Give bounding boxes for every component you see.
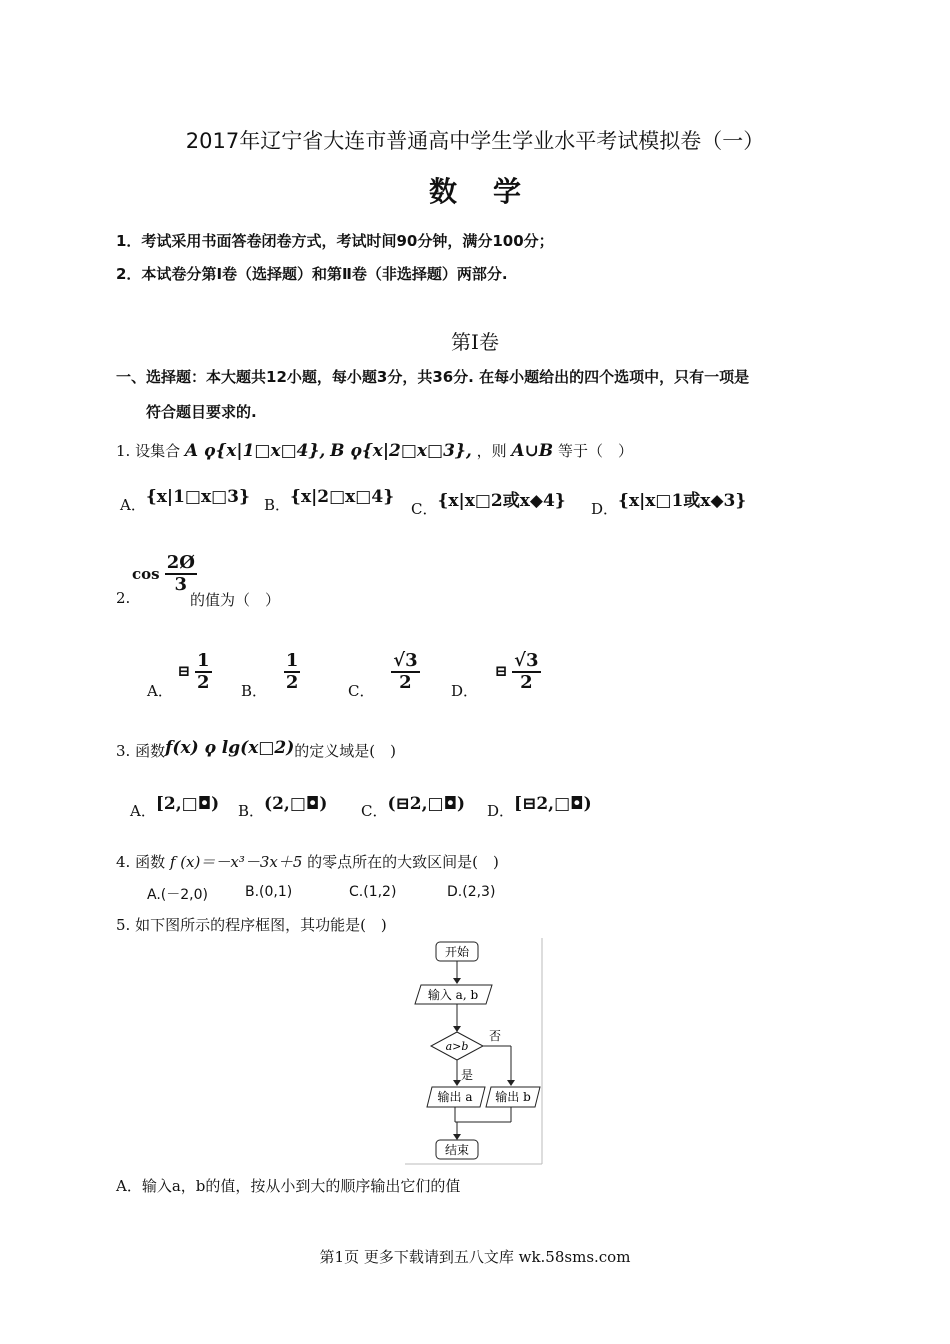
q3-option-d[interactable]: D．[⊟2,□◘) (487, 794, 592, 820)
q1-expression: A∪B (511, 441, 554, 461)
exam-note-1: 1．考试采用书面答卷闭卷方式，考试时间90分钟，满分100分； (116, 232, 554, 250)
q3-option-a[interactable]: A．[2,□◘) (130, 794, 220, 820)
flow-yes-label: 是 (461, 1068, 474, 1082)
page-title: 2017年辽宁省大连市普通高中学生学业水平考试模拟卷（一） (185, 129, 765, 153)
arrow-head (453, 1134, 461, 1140)
q1-option-c[interactable]: C．{x|x□2或x◆4} (411, 491, 566, 518)
q4-option-a[interactable]: A.(－2,0) (147, 887, 208, 903)
section-instructions-line2: 符合题目要求的. (146, 403, 257, 421)
q4-option-c[interactable]: C.(1,2) (349, 884, 397, 900)
q2-option-d[interactable]: D． ⊟ $\frac{√3}{2}$ (451, 650, 539, 700)
flow-start-label: 开始 (444, 945, 470, 959)
q2-option-c[interactable]: C． $\frac{√3}{2}$ (348, 650, 418, 700)
flow-decision-label: a>b (445, 1040, 469, 1053)
flow-input-label: 输入 a, b (427, 988, 479, 1002)
q1-set-a: A ϙ{x|1□x□4}, (184, 441, 326, 461)
question-4: 4. 函数 f (x)＝－x³－3x＋5 的零点所在的大致区间是( ) (116, 853, 499, 871)
q3-option-c[interactable]: C．(⊟2,□◘) (361, 794, 466, 820)
arrow-head (453, 978, 461, 984)
q2-option-a[interactable]: A． ⊟ $\frac{1}{2}$ (147, 650, 210, 700)
arrow-head (453, 1026, 461, 1032)
flow-output-a-label: 输出 a (437, 1090, 473, 1104)
section-instructions-line1: 一、选择题：本大题共12小题，每小题3分，共36分. 在每小题给出的四个选项中，只有一项是 (116, 368, 750, 386)
exam-note-2: 2．本试卷分第Ⅰ卷（选择题）和第Ⅱ卷（非选择题）两部分. (116, 265, 508, 283)
q4-option-b[interactable]: B.(0,1) (245, 884, 293, 900)
q2-suffix: 的值为（ ） (190, 591, 281, 609)
q1-suffix: 等于（ ） (557, 442, 633, 460)
volume-heading: 第Ⅰ卷 (451, 330, 499, 354)
q5-option-a[interactable]: A．输入a，b的值，按从小到大的顺序输出它们的值 (116, 1177, 461, 1195)
question-5: 5. 如下图所示的程序框图，其功能是( ) (116, 916, 387, 934)
q1-option-a[interactable]: A．{x|1□x□3} (120, 487, 250, 514)
flow-end-label: 结束 (444, 1143, 470, 1157)
q4-option-d[interactable]: D.(2,3) (447, 884, 496, 900)
arrow-head (453, 1080, 461, 1086)
q1-mid: ，则 (476, 442, 507, 460)
q2-option-b[interactable]: B． $\frac{1}{2}$ (241, 650, 299, 700)
page-footer: 第1页 更多下载请到五八文库 wk.58sms.com (319, 1248, 631, 1266)
subject-title: 数学 (428, 175, 557, 208)
question-1 (116, 440, 633, 461)
flow-no-label: 否 (489, 1029, 502, 1043)
q2-cos-expression: cos $\frac{2Ø}{3}$ (132, 552, 195, 595)
q2-label: 2. (116, 589, 131, 607)
q3-option-b[interactable]: B．(2,□◘) (238, 794, 328, 820)
flow-output-b-label: 输出 b (495, 1090, 531, 1104)
q1-prefix: 1. 设集合 (116, 442, 181, 460)
question-3: 3. 函数f(x) ϙ lg(x□2)的定义域是( ) (116, 738, 396, 760)
q1-option-d[interactable]: D．{x|x□1或x◆3} (591, 491, 747, 518)
flowchart (405, 938, 545, 1166)
q1-option-b[interactable]: B．{x|2□x□4} (264, 487, 395, 514)
arrow-head (507, 1080, 515, 1086)
q1-set-b: B ϙ{x|2□x□3}, (330, 441, 472, 461)
